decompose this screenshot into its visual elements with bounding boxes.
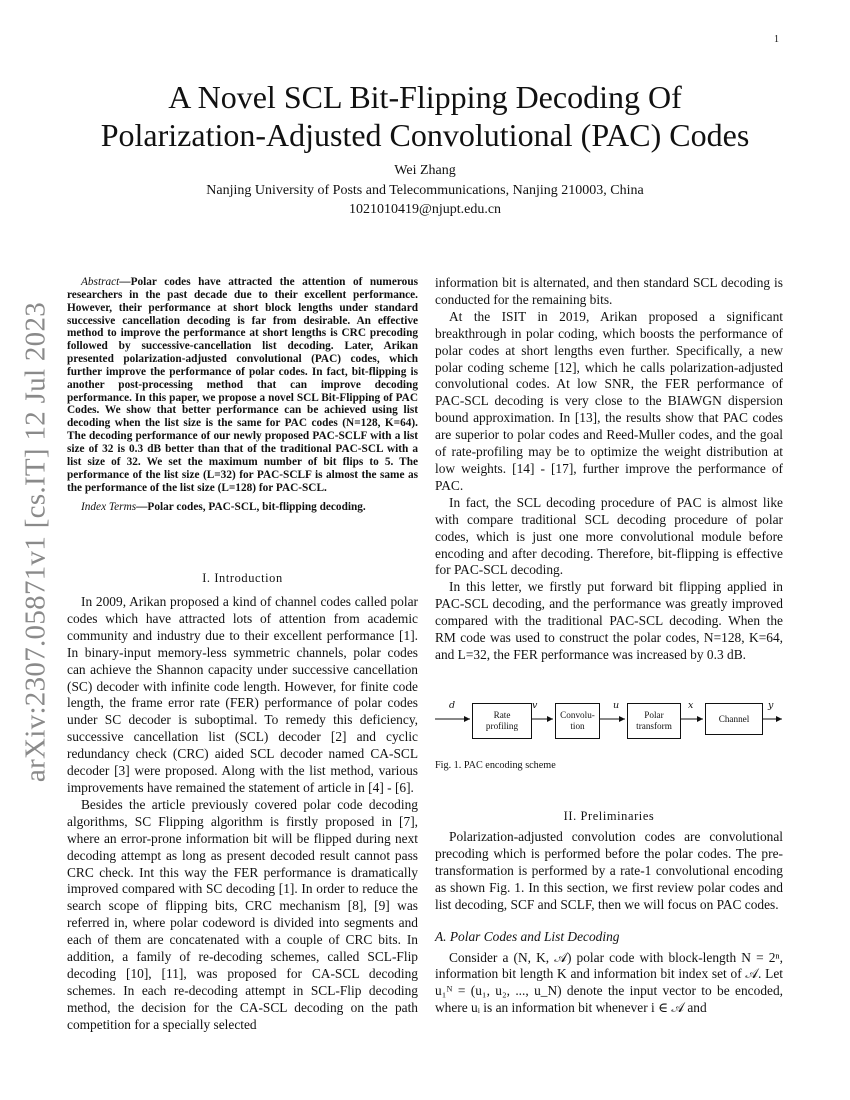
left-column — [67, 276, 418, 514]
abstract-text: —Polar codes have attracted the attention of numerous researchers in the past decade due to their excellent performance. However, their performance at short block lengths under standard successive cancellation decoding is far from desirable. An effective method to improve the performance at short lengths is CRC precoding followed by successive-cancellation list decoding. Later, Arikan presented polarization-adjusted convolutional (PAC) codes, which further improve the performance of polar codes. In fact, bit-flipping is another post-processing method that can improve decoding performance. In this paper, we propose a novel SCL Bit-Flipping of PAC Codes. We show that better performance can be achieved using list decoding when the list size is the same for PAC codes (N=128, K=64). The decoding performance of our newly proposed PAC-SCLF with a list size of 32 is 0.3 dB better than that of the traditional PAC-SCL with a list size of 32. We set the maximum number of bit flips to 5. The performance of the list size (L=32) for PAC-SCLF is almost the same as the performance of the list size (L=128) for PAC-SCL. — [67, 276, 418, 494]
index-terms-text: —Polar codes, PAC-SCL, bit-flipping decoding. — [136, 501, 366, 514]
signal-d: d — [449, 700, 456, 711]
right-paragraph-1: information bit is alternated, and then standard SCL decoding is conducted for the remaining bits. — [435, 275, 783, 307]
title-line-2: Polarization-Adjusted Convolutional (PAC) Codes — [100, 117, 750, 153]
block-label-line: Channel — [718, 713, 750, 724]
index-terms-label: Index Terms — [81, 501, 137, 514]
figure-caption: Fig. 1. PAC encoding scheme — [435, 760, 556, 771]
page-number: 1 — [774, 34, 779, 45]
abstract — [67, 276, 418, 494]
signal-x: x — [688, 700, 694, 711]
block-label-line: transform — [636, 721, 672, 731]
pac-encoding-figure — [435, 698, 783, 758]
author-name: Wei Zhang — [394, 163, 456, 178]
section-heading-introduction: I. Introduction — [202, 571, 283, 585]
left-column-body — [67, 571, 418, 1034]
block-label-line: Rate — [493, 710, 511, 720]
right-paragraph-4: In this letter, we firstly put forward bit flipping applied in PAC-SCL decoding, and the performance was greatly improved compared with the traditional PAC-SCL decoding. When the RM code was used to construct the polar codes, N=128, K=64, and L=32, the FER performance was increased by 0.3 dB. — [435, 579, 783, 662]
block-polar-transform — [627, 703, 681, 739]
block-label-line: tion — [570, 721, 585, 731]
block-rate-profiling — [472, 703, 532, 739]
signal-v: v — [532, 700, 538, 711]
prelim-paragraph: Polarization-adjusted convolution codes are convolutional precoding which is performed before the polar codes. The pre-transformation is performed by a rate-1 convolutional encoding as shown Fig. 1. In this section, we first review polar codes and list decoding, SCF and SCLF, then we will focus on PAC codes. — [435, 829, 783, 912]
abstract-label: Abstract — [81, 276, 120, 288]
signal-u: u — [613, 700, 620, 711]
signal-y: y — [768, 700, 774, 711]
polar-paragraph: Consider a (N, K, 𝒜) polar code with block-length N = 2ⁿ, information bit length K and information bit index set of 𝒜. Let u₁ᴺ = (u₁, u₂, ..., u_N) denote the input vector to be encoded, where uᵢ is an information bit whenever i ∈ 𝒜 and — [435, 949, 783, 1016]
right-paragraph-2: At the ISIT in 2019, Arikan proposed a significant breakthrough in polar coding, which boosts the performance of polar codes at short lengths even further. Specifically, a new polar coding scheme [12], which he calls polarization-adjusted convolutional codes. At low SNR, the FER performance of PAC-SCL decoding is very close to the BIAWGN dispersion bound approximation. In [13], the results show that PAC codes are superior to polar codes and Reed-Muller codes, and the goal of rate-profiling may be to optimize the weight distribution at low weights. [14] - [17], further improve the performance of PAC. — [435, 308, 783, 493]
index-terms — [67, 501, 418, 514]
arxiv-id: arXiv:2307.05871v1 [cs.IT] 12 Jul 2023 — [19, 301, 52, 783]
right-column-lower — [435, 809, 783, 1017]
intro-paragraph-2: Besides the article previously covered polar code decoding algorithms, SC Flipping algorithm is firstly proposed in [7], where an error-prone information bit will be flipped during next decoding attempt as long as present decoded result cannot pass CRC check. Int this way the FER performance is dramatically improved compared with SC decoding [1]. In order to reduce the search scope of flipping bits, CRC mechanism [8], [9] was referred in, where polar codeword is divided into segments and each of them are concatenated with a couple of CRC bits. In addition, a family of re-decoding schemes, called SCL-Flip decoding [10], [11], was proposed for CA-SCL decoding schemes. In each re-decoding attempt in SCL-Flip decoding method, the decision for the CA-SCL decoding on the path competition for a specially selected — [67, 796, 418, 1032]
block-label-line: profiling — [485, 721, 519, 731]
right-paragraph-3: In fact, the SCL decoding procedure of PAC is almost like with compare traditional SCL decoding procedure of polar codes, which is just one more convolutional module before encoding and after decoding. Therefore, bit-flipping is effective for PAC-SCL decoding. — [435, 494, 783, 578]
title-line-1: A Novel SCL Bit-Flipping Decoding Of — [168, 79, 682, 115]
block-channel — [705, 703, 763, 735]
author-email: 1021010419@njupt.edu.cn — [348, 202, 502, 217]
block-label-line: Polar — [644, 710, 664, 720]
right-column — [435, 275, 783, 664]
subsection-heading-polar-codes: A. Polar Codes and List Decoding — [435, 928, 620, 944]
section-heading-preliminaries: II. Preliminaries — [563, 809, 655, 823]
arxiv-watermark — [16, 292, 56, 792]
block-convolution — [555, 703, 600, 739]
author-affiliation: Nanjing University of Posts and Telecommunications, Nanjing 210003, China — [206, 183, 644, 198]
paper-title — [40, 78, 810, 154]
block-label-line: Convolu- — [560, 710, 595, 720]
intro-paragraph-1: In 2009, Arikan proposed a kind of channel codes called polar codes which have attracted lots of attention from academic community and industry due to their excellent performance [1]. In binary-input memory-less symmetric channels, polar codes can achieve the Shannon capacity under successive cancellation (SC) decoder with infinite code length. However, for finite code length, the frame error rate (FER) performance of polar codes under SC decoder is suboptimal. To remedy this deficiency, successive cancellation list (SCL) decoder [2] and cyclic redundancy check (CRC) aided SCL decoder named CA-SCL decoder [3] were proposed. Along with the list method, various improvements have remained the statement of article in [4] - [6]. — [67, 594, 418, 795]
